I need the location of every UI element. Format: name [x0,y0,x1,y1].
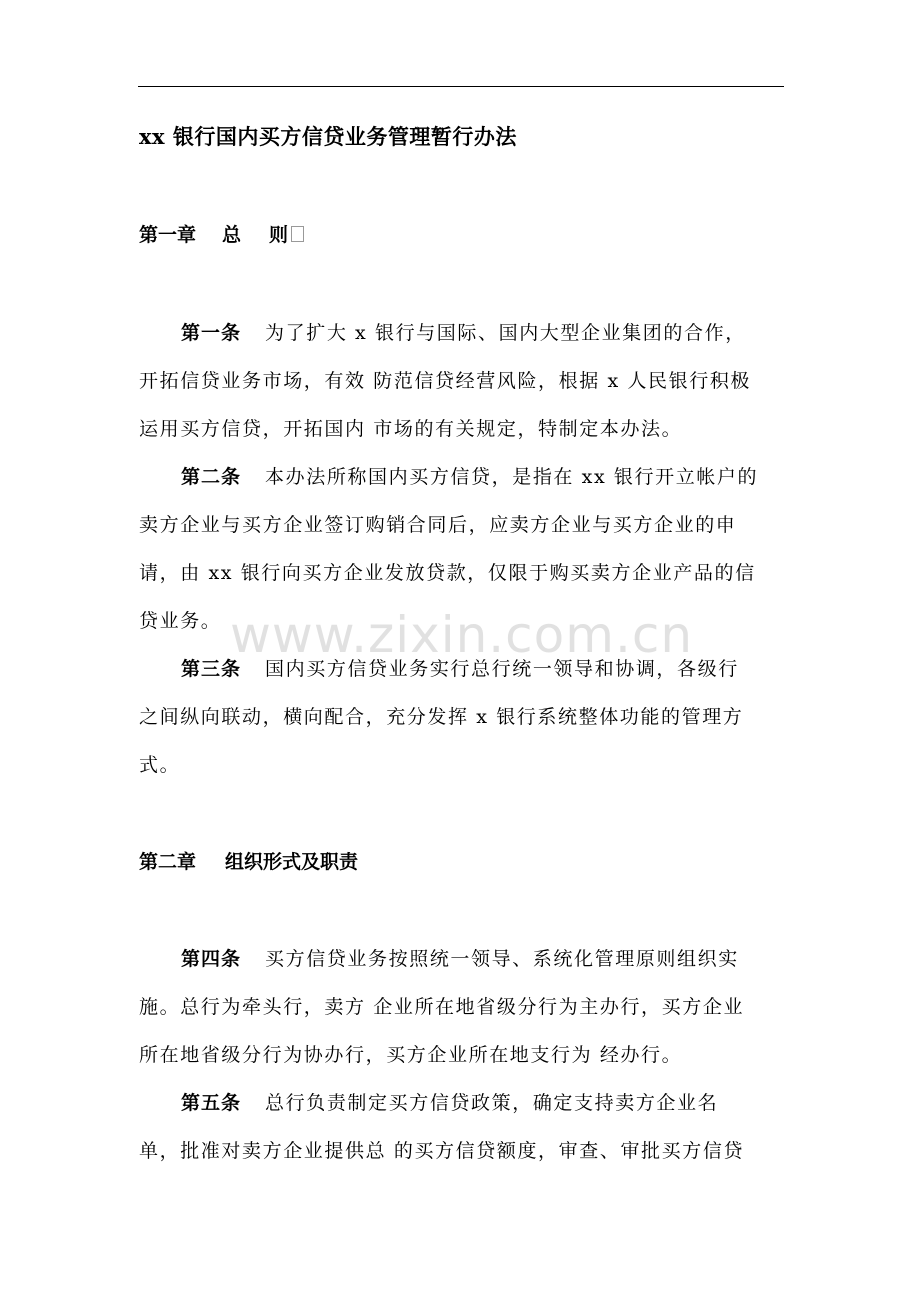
article-2-lead: 第二条 [181,466,242,488]
article-3-line-2: 之间纵向联动，横向配合，充分发挥 x 银行系统整体功能的管理方 [139,706,744,728]
article-2-line-1 [181,462,758,489]
article-4-line-2: 施。总行为牵头行，卖方 企业所在地省级分行为主办行，买方企业 [139,996,745,1018]
article-2-line-2: 卖方企业与买方企业签订购销合同后，应卖方企业与买方企业的申 [139,514,737,536]
article-4-line-1 [181,944,739,971]
article-4-lead: 第四条 [181,948,242,970]
header-rule [138,86,784,87]
chapter-1-title-part1: 总 [222,224,242,246]
article-1-line-2: 开拓信贷业务市场，有效 防范信贷经营风险，根据 x 人民银行积极 [139,370,752,392]
article-3-line-3: 式。 [139,754,181,776]
article-2-text-1: 本办法所称国内买方信贷，是指在 xx 银行开立帐户的 [265,466,759,488]
article-5-line-1 [181,1088,718,1115]
article-2-line-4: 贷业务。 [139,610,222,632]
article-1-line-3: 运用买方信贷，开拓国内 市场的有关规定，特制定本办法。 [139,418,683,440]
missing-glyph-box-icon [291,226,304,242]
chapter-2-number: 第二章 [139,851,197,873]
article-2-line-3: 请，由 xx 银行向买方企业发放贷款，仅限于购买卖方企业产品的信 [139,562,756,584]
article-5-lead: 第五条 [181,1092,242,1114]
article-1-text-1: 为了扩大 x 银行与国际、国内大型企业集团的合作， [265,322,746,344]
article-5-line-2: 单，批准对卖方企业提供总 的买方信贷额度，审查、审批买方信贷 [139,1140,745,1162]
document-title: xx 银行国内买方信贷业务管理暂行办法 [139,124,517,149]
chapter-1-heading [139,220,304,247]
article-4-line-3: 所在地省级分行为协办行，买方企业所在地支行为 经办行。 [139,1044,683,1066]
chapter-2-heading [139,847,358,874]
article-3-text-1: 国内买方信贷业务实行总行统一领导和协调，各级行 [265,658,739,680]
watermark: www.zixin.com.cn [230,606,694,664]
article-3-lead: 第三条 [181,658,242,680]
article-5-text-1: 总行负责制定买方信贷政策，确定支持卖方企业名 [265,1092,719,1114]
chapter-2-title: 组织形式及职责 [225,851,359,873]
chapter-1-number: 第一章 [139,224,197,246]
article-1-lead: 第一条 [181,322,242,344]
article-4-text-1: 买方信贷业务按照统一领导、系统化管理原则组织实 [265,948,739,970]
chapter-1-title-part2: 则 [269,224,289,246]
article-1-line-1 [181,318,746,345]
